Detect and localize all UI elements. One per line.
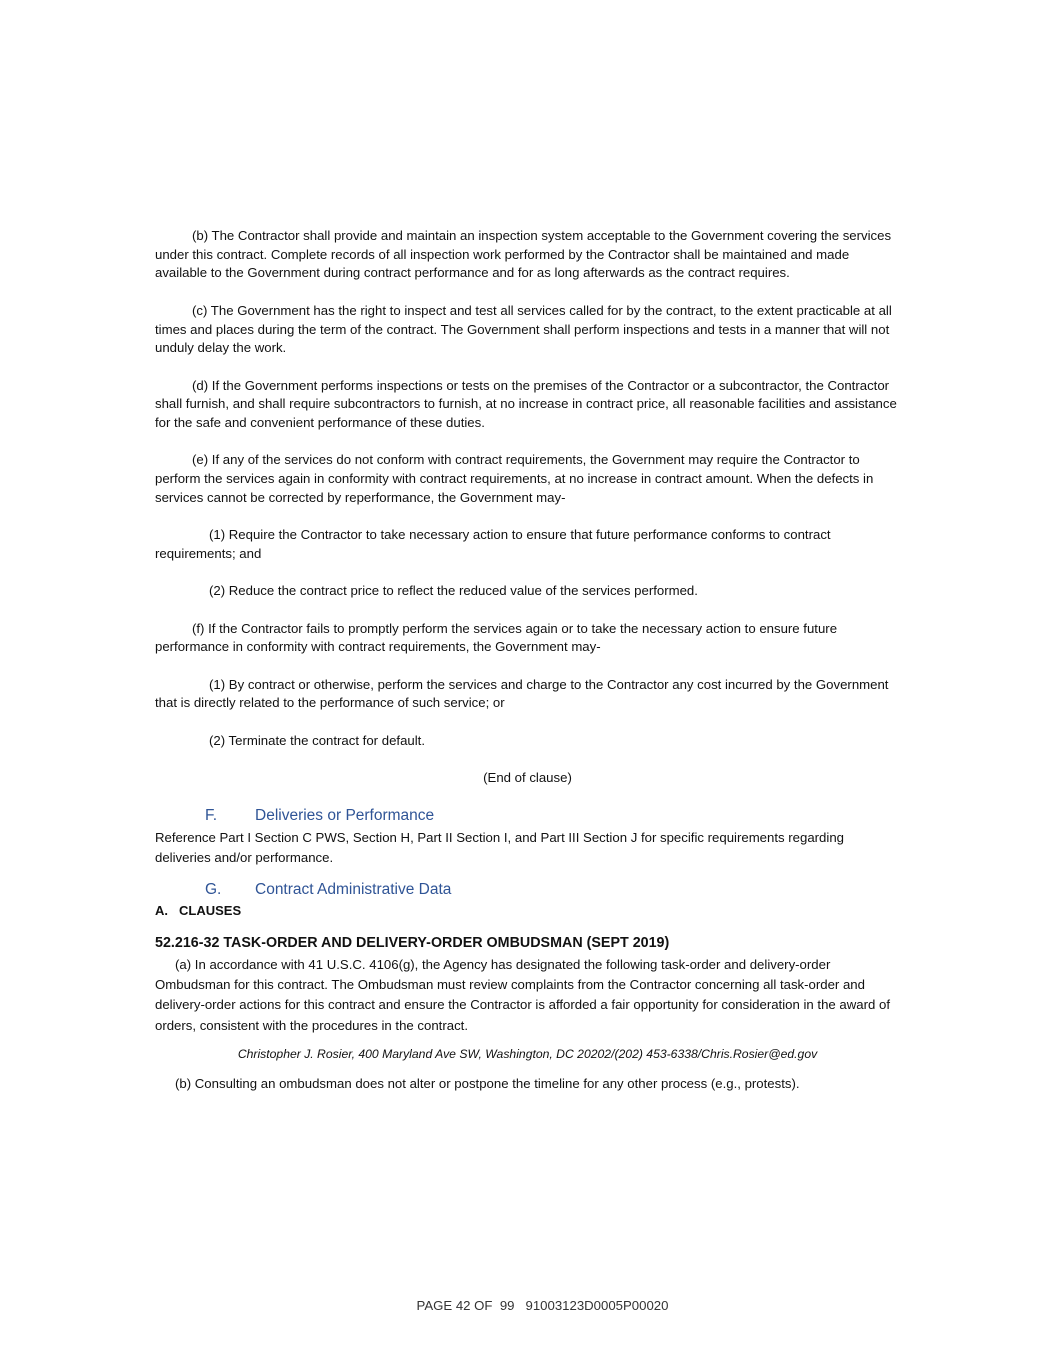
clause-title: 52.216-32 TASK-ORDER AND DELIVERY-ORDER OMBUDSMAN (SEPT 2019) <box>155 934 670 951</box>
paragraph-f: (f) If the Contractor fails to promptly perform the services again or to take the necessary action to ensure future performance in conformity with contract requirements, the Government may- <box>155 620 838 655</box>
clause-paragraph-b: (b) Consulting an ombudsman does not alter or postpone the timeline for any other process (e.g., protests). <box>175 1075 800 1091</box>
section-f-text: Reference Part I Section C PWS, Section H, Part II Section I, and Part III Section J for specific requirements regarding deliveries and/or performance. <box>155 829 844 865</box>
ombudsman-contact: Christopher J. Rosier, 400 Maryland Ave SW, Washington, DC 20202/(202) 453-6338/Chris.Rosier@ed.gov <box>237 1046 818 1061</box>
clauses-number: A. <box>155 902 168 918</box>
page-footer: PAGE 42 OF 99 91003123D0005P00020 <box>416 1298 669 1313</box>
clauses-title: CLAUSES <box>179 902 242 918</box>
document-body <box>155 227 900 1094</box>
clause-paragraph-a: (a) In accordance with 41 U.S.C. 4106(g), the Agency has designated the following task-order and delivery-order Ombudsman for this contract. The Ombudsman must review complaints from the Contractor concerning all task-order and delivery-order actions for this contract and ensure the Contractor is afforded a fair opportunity for consideration in the award of orders, consistent with the procedures in the contract. <box>155 956 890 1033</box>
paragraph-c: (c) The Government has the right to inspect and test all services called for by the contract, to the extent practicable at all times and places during the term of the contract. The Government shall perform inspections and tests in a manner that will not unduly delay the work. <box>155 302 892 356</box>
section-f-heading <box>155 806 900 826</box>
section-g-heading <box>155 880 900 900</box>
paragraph-b: (b) The Contractor shall provide and maintain an inspection system acceptable to the Government covering the services under this contract. Complete records of all inspection work performed by the Contractor shall be maintained and made available to the Government during contract performance and for as long afterwards as the contract requires. <box>155 228 892 281</box>
paragraph-e-2: (2) Reduce the contract price to reflect the reduced value of the services performed. <box>209 583 698 599</box>
end-of-clause: (End of clause) <box>483 770 572 786</box>
clauses-subheading <box>155 902 900 921</box>
section-f-number: F. <box>205 806 218 824</box>
paragraph-f-1: (1) By contract or otherwise, perform the services and charge to the Contractor any cost incurred by the Government that is directly related to the performance of such service; or <box>155 676 889 711</box>
section-f-title: Deliveries or Performance <box>255 806 435 824</box>
paragraph-d: (d) If the Government performs inspections or tests on the premises of the Contractor or a subcontractor, the Contractor shall furnish, and shall require subcontractors to furnish, at no increase in contract price, all reasonable facilities and assistance for the safe and convenient performance of these duties. <box>155 377 897 430</box>
paragraph-e-1: (1) Require the Contractor to take necessary action to ensure that future performance conforms to contract requirements; and <box>155 527 831 561</box>
paragraph-f-2: (2) Terminate the contract for default. <box>209 732 425 748</box>
section-g-number: G. <box>205 880 222 898</box>
paragraph-e: (e) If any of the services do not conform with contract requirements, the Government may require the Contractor to perform the services again in conformity with contract requirements, at no increase in contract amount. When the defects in services cannot be corrected by reperformance, the Government may- <box>155 452 874 505</box>
section-g-title: Contract Administrative Data <box>255 880 452 898</box>
